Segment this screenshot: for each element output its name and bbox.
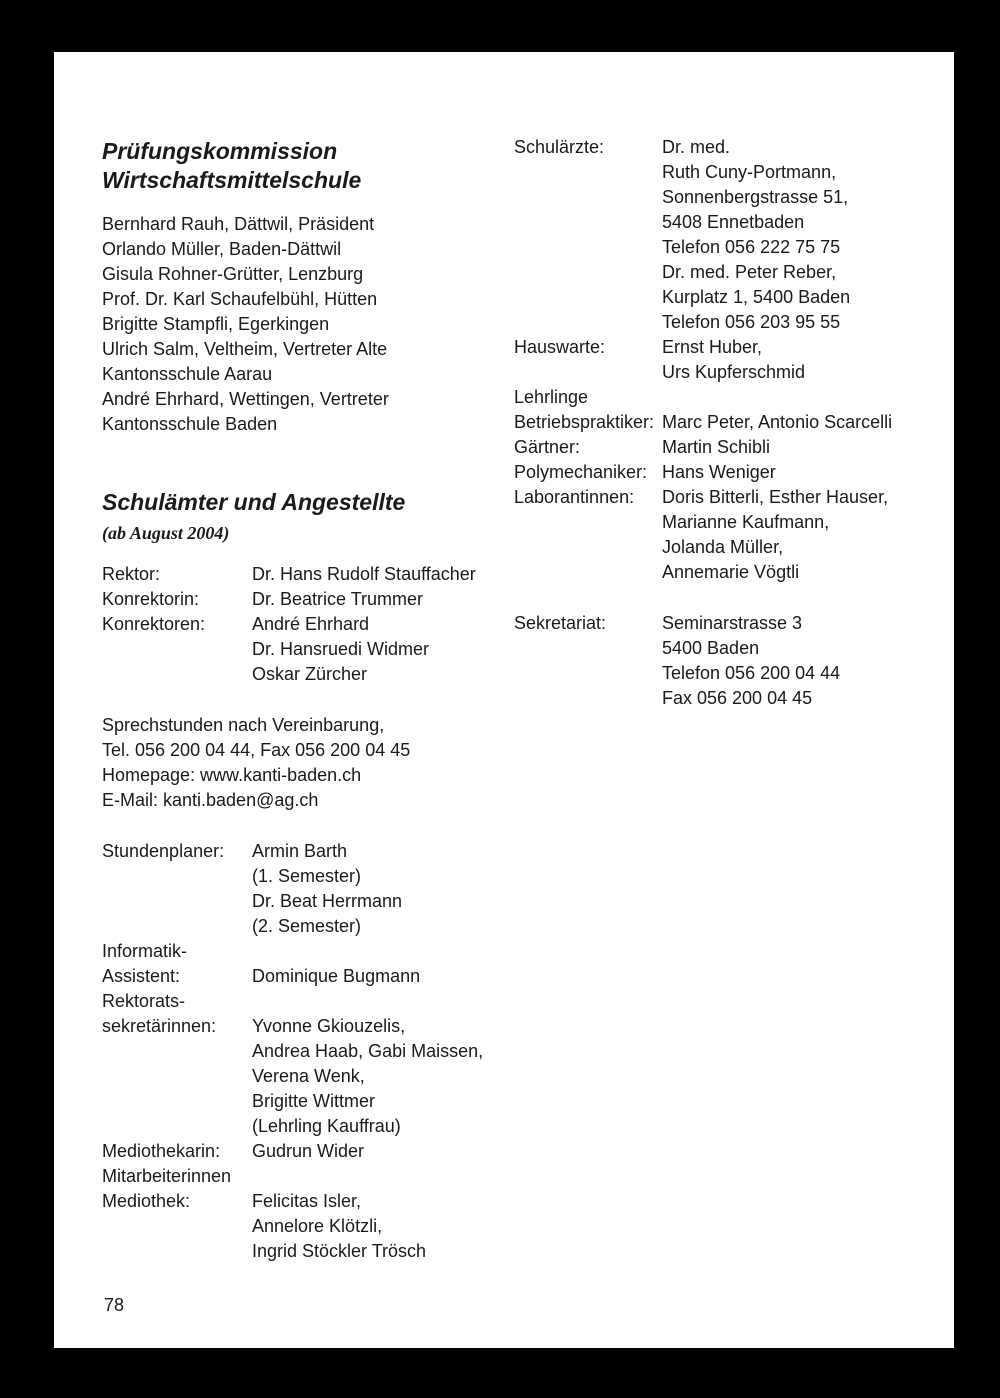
row-label: Hauswarte: [514,337,606,357]
value-line: Dr. med. Peter Reber, [662,262,837,282]
row-label: Gärtner: [514,437,581,457]
value-line: Dominique Bugmann [252,966,421,986]
row-label: Rektor: [102,564,161,584]
label-line: Mediothek: [102,1191,191,1211]
value-line: Yvonne Gkiouzelis, [252,1016,406,1036]
value-line: Marianne Kaufmann, [662,512,830,532]
value-line: Annemarie Vögtli [662,562,800,582]
value-line [252,1164,426,1189]
row-value: Marc Peter, Antonio Scarcelli [662,412,893,432]
document-page [54,52,954,1348]
value-line: Sonnenbergstrasse 51, [662,187,849,207]
value-line: Dr. med. [662,137,731,157]
row-value [252,1139,364,1164]
list-item: André Ehrhard, Wettingen, Vertreter [102,389,389,409]
value-line: 5400 Baden [662,638,760,658]
value-line: Telefon 056 200 04 44 [662,663,841,683]
row-label: Polymechaniker: [514,462,648,482]
row-value [662,135,850,335]
value-line: Felicitas Isler, [252,1191,362,1211]
label-line: Mitarbeiterinnen [102,1166,232,1186]
row-label [102,1139,220,1164]
value-line: Doris Bitterli, Esther Hauser, [662,487,889,507]
row-value [252,939,420,989]
value-line [252,989,483,1014]
section-title-schulaemter: Schulämter und Angestellte [102,489,406,515]
row-value [662,335,805,385]
value-line [252,939,420,964]
row-label [102,839,224,864]
list-item: Prof. Dr. Karl Schaufelbühl, Hütten [102,289,378,309]
value-line: (1. Semester) [252,866,362,886]
row-label [102,1164,231,1214]
value-line: Jolanda Müller, [662,537,784,557]
label-line: Mediothekarin: [102,1141,221,1161]
value-line: Verena Wenk, [252,1066,365,1086]
row-value [252,989,483,1139]
label-line: Rektorats- [102,991,186,1011]
label-line: Stundenplaner: [102,841,225,861]
value-line: Oskar Zürcher [252,664,368,684]
contact-line: Homepage: www.kanti-baden.ch [102,765,362,785]
value-line: André Ehrhard [252,614,370,634]
row-value: Hans Weniger [662,462,776,482]
commission-members-list [102,212,389,437]
right-column [514,135,944,735]
contact-line: E-Mail: kanti.baden@ag.ch [102,790,319,810]
contact-line: Tel. 056 200 04 44, Fax 056 200 04 45 [102,740,411,760]
staff-list [102,839,522,1269]
list-item: Brigitte Stampfli, Egerkingen [102,314,330,334]
row-label: Sekretariat: [514,613,607,633]
contact-info [102,713,410,813]
list-item: Bernhard Rauh, Dättwil, Präsident [102,214,375,234]
label-line: Assistent: [102,966,181,986]
value-line: Brigitte Wittmer [252,1091,376,1111]
value-line: Gudrun Wider [252,1141,365,1161]
value-line: Andrea Haab, Gabi Maissen, [252,1041,484,1061]
section-subtitle: (ab August 2004) [102,523,230,543]
row-value [252,612,429,687]
row-label: Schulärzte: [514,137,605,157]
value-line: (Lehrling Kauffrau) [252,1116,401,1136]
value-line: Seminarstrasse 3 [662,613,803,633]
page-number: 78 [104,1295,125,1315]
value-line: Annelore Klötzli, [252,1216,383,1236]
value-line: Telefon 056 203 95 55 [662,312,841,332]
row-value: Dr. Hans Rudolf Stauffacher [252,564,476,584]
row-label: Laborantinnen: [514,487,635,507]
officials-list [102,562,522,684]
list-item: Orlando Müller, Baden-Dättwil [102,239,342,259]
list-item: Gisula Rohner-Grütter, Lenzburg [102,264,364,284]
section-title-pruefungskommission [102,137,361,195]
row-label [102,939,187,989]
value-line: Dr. Hansruedi Widmer [252,639,430,659]
value-line: Urs Kupferschmid [662,362,806,382]
title-line: Prüfungskommission [102,138,338,164]
contact-line: Sprechstunden nach Vereinbarung, [102,715,385,735]
value-line: Ruth Cuny-Portmann, [662,162,837,182]
row-value [662,611,840,711]
value-line: Telefon 056 222 75 75 [662,237,841,257]
row-value: Martin Schibli [662,437,771,457]
value-line: Ernst Huber, [662,337,763,357]
row-label [102,989,216,1039]
row-label: Lehrlinge [514,387,589,407]
label-line: Informatik- [102,941,188,961]
title-line: Wirtschaftsmittelschule [102,167,362,193]
label-line: sekretärinnen: [102,1016,217,1036]
row-label: Konrektoren: [102,614,206,634]
row-value [662,485,888,585]
value-line: 5408 Ennetbaden [662,212,805,232]
row-label: Konrektorin: [102,589,200,609]
value-line: Ingrid Stöckler Trösch [252,1241,427,1261]
value-line: Fax 056 200 04 45 [662,688,813,708]
list-item: Ulrich Salm, Veltheim, Vertreter Alte [102,339,388,359]
row-value [252,839,402,939]
list-item: Kantonsschule Aarau [102,364,273,384]
row-value: Dr. Beatrice Trummer [252,589,424,609]
value-line: Dr. Beat Herrmann [252,891,403,911]
list-item: Kantonsschule Baden [102,414,278,434]
value-line: (2. Semester) [252,916,362,936]
value-line: Kurplatz 1, 5400 Baden [662,287,851,307]
value-line: Armin Barth [252,841,348,861]
row-value [252,1164,426,1264]
row-label: Betriebspraktiker: [514,412,655,432]
